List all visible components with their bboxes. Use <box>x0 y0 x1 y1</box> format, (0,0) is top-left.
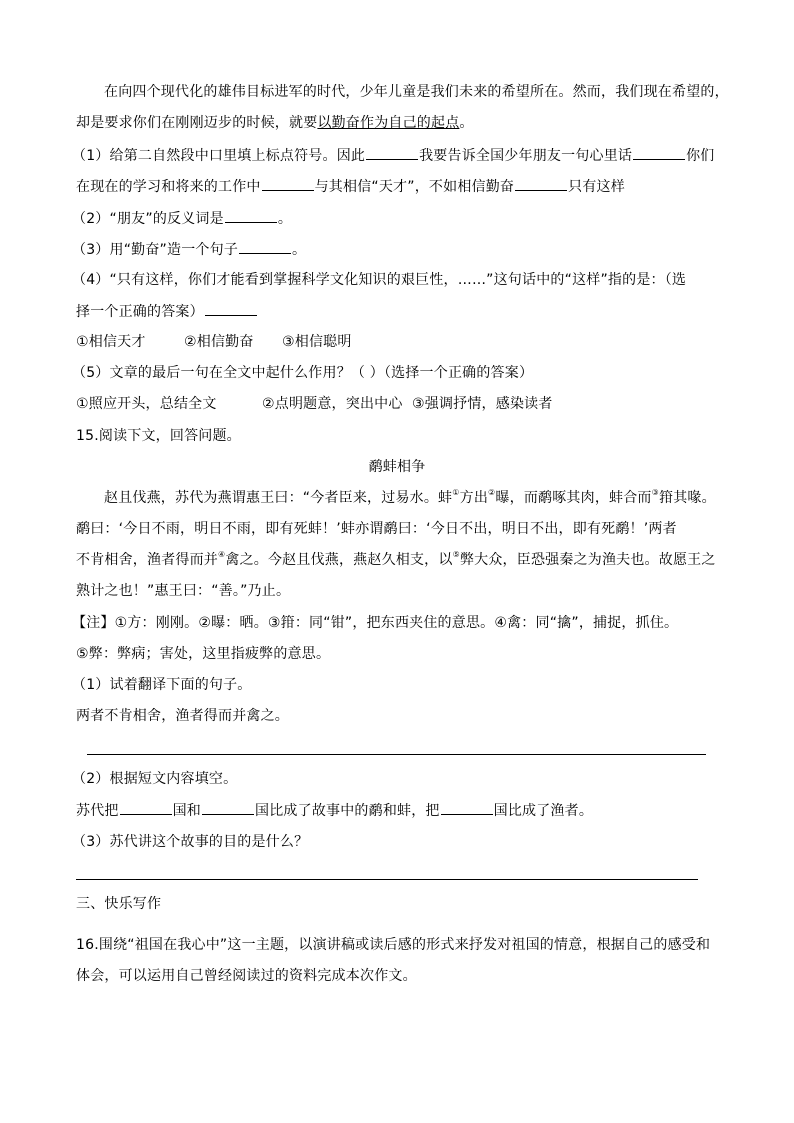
option-3[interactable]: ③相信聪明 <box>282 334 352 350</box>
footnote-marker: ③ <box>651 488 659 497</box>
question-4-options <box>76 332 352 352</box>
text: 禽之。今赵且伐燕，燕赵久相支，以 <box>225 552 453 568</box>
text: 国比成了渔者。 <box>493 803 594 819</box>
subquestion-1: （1）试着翻译下面的句子。 <box>72 677 252 693</box>
passage-paragraph-line2 <box>76 113 474 133</box>
text: 你们 <box>686 148 715 164</box>
answer-blank[interactable] <box>441 800 493 815</box>
text: 方出 <box>459 490 489 506</box>
underlined-phrase: 以勤奋作为自己的起点 <box>317 115 460 131</box>
text: 苏代把 <box>76 803 119 819</box>
answer-blank[interactable] <box>120 800 172 815</box>
section-3-heading: 三、快乐写作 <box>76 896 162 912</box>
answer-blank[interactable] <box>239 239 291 254</box>
text: 国和 <box>172 803 202 819</box>
text: 我要告诉全国少年朋友一句心里话 <box>419 148 633 164</box>
passage-title: 鹬蚌相争 <box>368 459 426 475</box>
answer-line[interactable] <box>87 754 706 755</box>
answer-blank[interactable] <box>633 145 685 160</box>
subquestion-2: （2）根据短文内容填空。 <box>72 771 238 787</box>
option-2[interactable]: ②点明题意，突出中心 <box>262 396 403 412</box>
classical-text-line2: 鹬曰：‘今日不雨，明日不雨，即有死蚌！’蚌亦谓鹬曰：‘今日不出，明日不出，即有死鹬！’两者 <box>76 521 677 537</box>
text: 只有这样 <box>568 179 625 195</box>
question-4-line2 <box>76 301 258 321</box>
text: 不肯相舍，渔者得而并 <box>76 552 218 568</box>
subquestion-2-fill <box>76 800 593 820</box>
text: 赵且伐燕，苏代为燕谓惠王曰：“今者臣来，过易水。蚌 <box>104 490 453 506</box>
text: 弊大众，臣恐强秦之为渔夫也。故愿王之 <box>459 552 716 568</box>
classical-text-line1 <box>104 488 716 508</box>
text: 曝，而鹬啄其肉，蚌合而 <box>495 490 652 506</box>
passage-paragraph-line1: 在向四个现代化的雄伟目标进军的时代，少年儿童是我们未来的希望所在。然而，我们现在希望的， <box>104 84 729 100</box>
footnote-marker: ④ <box>218 550 226 559</box>
text: 择一个正确的答案） <box>76 304 204 320</box>
text: 与其相信“天才”，不如相信勤奋 <box>314 179 515 195</box>
option-1[interactable]: ①相信天才 <box>76 334 146 350</box>
answer-blank[interactable] <box>205 301 257 316</box>
question-1-line1 <box>72 145 715 165</box>
answer-blank[interactable] <box>262 176 314 191</box>
option-3[interactable]: ③强调抒情，感染读者 <box>412 396 553 412</box>
text: （2）“朋友”的反义词是 <box>72 211 224 227</box>
question-3 <box>72 239 306 259</box>
notes-line2: ⑤弊：弊病；害处，这里指疲弊的意思。 <box>76 646 331 662</box>
text: （1）给第二自然段中口里填上标点符号。因此 <box>72 148 366 164</box>
question-5-options <box>76 394 553 414</box>
question-16-line2: 体会，可以运用自己曾经阅读过的资料完成本次作文。 <box>76 968 417 984</box>
notes-line1: 【注】①方：刚刚。②曝：晒。③箝：同“钳”，把东西夹住的意思。④禽：同“擒”，捕捉，抓住。 <box>72 615 679 631</box>
subquestion-3: （3）苏代讲这个故事的目的是什么？ <box>72 834 309 850</box>
answer-line[interactable] <box>76 879 698 880</box>
text: 却是要求你们在刚刚迈步的时候，就要 <box>76 115 318 131</box>
answer-blank[interactable] <box>366 145 418 160</box>
option-1[interactable]: ①照应开头，总结全文 <box>76 396 217 412</box>
question-1-line2 <box>76 176 625 196</box>
footnote-marker: ② <box>488 488 496 497</box>
option-2[interactable]: ②相信勤奋 <box>184 334 254 350</box>
classical-text-line3 <box>76 550 716 570</box>
question-2 <box>72 208 292 228</box>
question-16-line1: 16.围绕“祖国在我心中”这一主题，以演讲稿或读后感的形式来抒发对祖国的情意，根据自己的感受和 <box>76 937 711 953</box>
answer-blank[interactable] <box>225 208 277 223</box>
text: 。 <box>459 115 474 131</box>
text: 。 <box>292 242 307 258</box>
question-4-line1: （4）“只有这样，你们才能看到掌握科学文化知识的艰巨性，……”这句话中的“这样”指的是：（选 <box>72 272 687 288</box>
text: 箝其喙。 <box>659 490 716 506</box>
text: 在现在的学习和将来的工作中 <box>76 179 261 195</box>
question-5: （5）文章的最后一句在全文中起什么作用？（ ）（选择一个正确的答案） <box>72 365 534 381</box>
footnote-marker: ① <box>452 488 460 497</box>
text: （3）用“勤奋”造一个句子 <box>72 242 239 258</box>
subquestion-1-sentence: 两者不肯相舍，渔者得而并禽之。 <box>76 708 289 724</box>
classical-text-line4: 熟计之也！”惠王曰：“善。”乃止。 <box>76 583 291 599</box>
answer-blank[interactable] <box>202 800 254 815</box>
text: 国比成了故事中的鹬和蚌，把 <box>255 803 440 819</box>
question-15-heading: 15.阅读下文，回答问题。 <box>76 428 241 444</box>
footnote-marker: ⑤ <box>452 550 460 559</box>
answer-blank[interactable] <box>515 176 567 191</box>
text: 。 <box>277 211 293 227</box>
